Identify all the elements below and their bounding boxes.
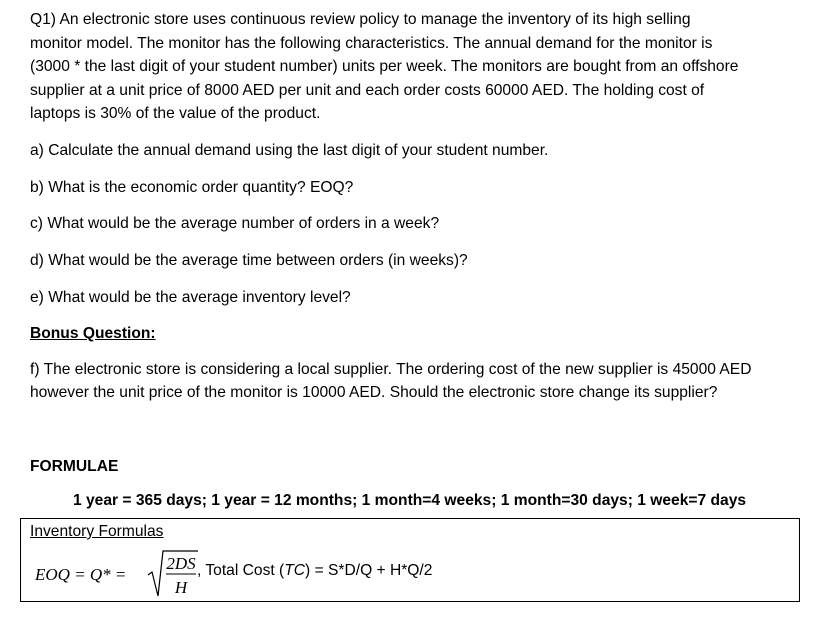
eoq-formula: [31, 545, 199, 601]
total-cost-italic: TC: [284, 562, 306, 579]
inventory-formulas-title: Inventory Formulas: [30, 523, 164, 540]
eoq-numerator: 2DS: [166, 554, 196, 573]
bonus-heading: Bonus Question:: [30, 325, 156, 342]
part-e: e) What would be the average inventory level?: [30, 289, 351, 306]
intro-line: monitor model. The monitor has the following characteristics. The annual demand for the monitor is: [30, 34, 713, 52]
bonus-line: f) The electronic store is considering a local supplier. The ordering cost of the new supplier is 45000 AED: [30, 361, 752, 378]
question-intro: [30, 8, 800, 126]
intro-line: Q1) An electronic store uses continuous review policy to manage the inventory of its high selling: [30, 11, 691, 28]
total-cost-formula: [197, 561, 432, 581]
part-b: b) What is the economic order quantity? EOQ?: [30, 179, 354, 196]
eoq-lhs: EOQ = Q* =: [35, 565, 127, 584]
part-d: d) What would be the average time between orders (in weeks)?: [30, 252, 468, 269]
intro-line: laptops is 30% of the value of the product.: [30, 105, 321, 122]
intro-line: supplier at a unit price of 8000 AED per unit and each order costs 60000 AED. The holding cost of: [30, 81, 705, 99]
formulae-heading: FORMULAE: [30, 458, 119, 475]
intro-line: (3000 * the last digit of your student number) units per week. The monitors are bought from an offshore: [30, 58, 739, 75]
total-cost-prefix: , Total Cost (: [197, 562, 285, 579]
part-a: a) Calculate the annual demand using the last digit of your student number.: [30, 142, 549, 159]
part-c: c) What would be the average number of orders in a week?: [30, 215, 440, 232]
unit-conversions: 1 year = 365 days; 1 year = 12 months; 1 month=4 weeks; 1 month=30 days; 1 week=7 days: [73, 492, 747, 509]
bonus-line: however the unit price of the monitor is 10000 AED. Should the electronic store change its supplier?: [30, 384, 718, 401]
eoq-denominator: H: [174, 578, 188, 597]
total-cost-suffix: ) = S*D/Q + H*Q/2: [305, 562, 433, 579]
inventory-formulas-box: [20, 518, 800, 602]
